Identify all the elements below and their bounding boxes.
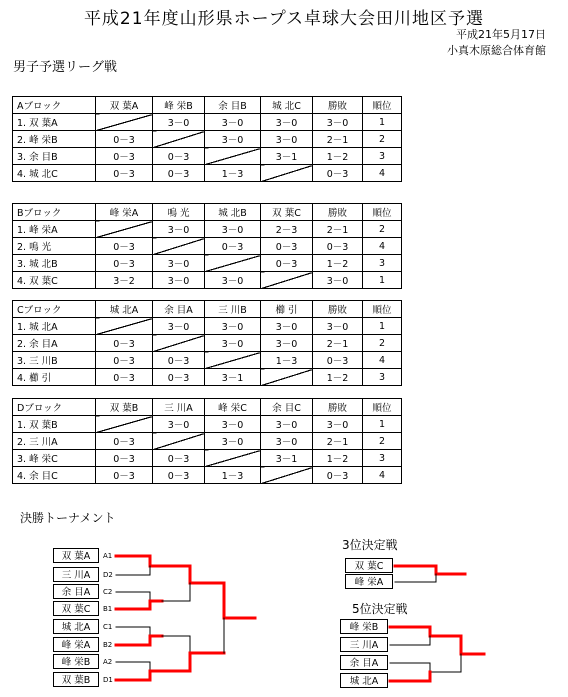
rank-cell: 3 <box>363 369 402 386</box>
rank-cell: 2 <box>363 433 402 450</box>
score-cell: 0－3 <box>96 131 153 148</box>
score-cell: 0－3 <box>96 165 153 182</box>
bracket-line-lose <box>116 566 150 575</box>
score-cell: 0－3 <box>261 238 313 255</box>
record-cell: 2－1 <box>313 433 363 450</box>
bracket-line-win <box>116 636 162 645</box>
bracket-entry: 余 目A <box>340 655 388 670</box>
team-name: 3. 三 川B <box>13 352 96 369</box>
col-header: 櫛 引 <box>261 301 313 318</box>
bracket-entry: 双 葉C <box>53 601 99 616</box>
bracket-line-lose <box>390 636 430 645</box>
col-header: 余 目C <box>261 399 313 416</box>
bracket-line-win <box>390 672 430 681</box>
team-name: 2. 鳴 光 <box>13 238 96 255</box>
col-header-record: 勝敗 <box>313 301 363 318</box>
record-cell: 2－1 <box>313 335 363 352</box>
block-name: Cブロック <box>13 301 96 318</box>
team-name: 1. 双 葉B <box>13 416 96 433</box>
score-cell: 0－3 <box>96 255 153 272</box>
team-name: 2. 峰 栄B <box>13 131 96 148</box>
score-cell: 0－3 <box>153 165 205 182</box>
score-cell: 0－3 <box>261 255 313 272</box>
record-cell: 3－0 <box>313 416 363 433</box>
score-cell: 0－3 <box>96 450 153 467</box>
score-cell: 0－3 <box>153 467 205 484</box>
score-cell: 3－0 <box>261 335 313 352</box>
score-cell: 1－3 <box>205 467 261 484</box>
record-cell: 1－2 <box>313 450 363 467</box>
score-cell: 3－0 <box>153 221 205 238</box>
score-cell: 1－3 <box>205 165 261 182</box>
team-name: 3. 余 目B <box>13 148 96 165</box>
score-cell: 3－0 <box>205 272 261 289</box>
team-name: 1. 城 北A <box>13 318 96 335</box>
score-cell: 2－3 <box>261 221 313 238</box>
col-header-rank: 順位 <box>363 301 402 318</box>
page-title: 平成21年度山形県ホープス卓球大会田川地区予選 <box>83 9 485 29</box>
rank-cell: 3 <box>363 148 402 165</box>
score-cell: 3－2 <box>96 272 153 289</box>
score-cell: 3－0 <box>205 114 261 131</box>
col-header-rank: 順位 <box>363 399 402 416</box>
seed-label: A1 <box>103 552 113 560</box>
col-header: 三 川B <box>205 301 261 318</box>
block-name: Dブロック <box>13 399 96 416</box>
score-cell: 0－3 <box>205 238 261 255</box>
record-cell: 0－3 <box>313 165 363 182</box>
score-cell: 3－0 <box>261 131 313 148</box>
col-header: 余 目B <box>205 97 261 114</box>
bracket-line-win <box>162 566 224 583</box>
bracket-line-lose <box>116 627 150 636</box>
rank-cell: 2 <box>363 131 402 148</box>
record-cell: 2－1 <box>313 131 363 148</box>
col-header: 双 葉A <box>96 97 153 114</box>
score-cell: 3－0 <box>153 318 205 335</box>
score-cell: 0－3 <box>96 433 153 450</box>
score-cell: 0－3 <box>96 467 153 484</box>
col-header: 三 川A <box>153 399 205 416</box>
score-cell: 3－1 <box>205 369 261 386</box>
bracket-line-win <box>395 566 465 574</box>
rank-cell: 2 <box>363 335 402 352</box>
record-cell: 0－3 <box>313 467 363 484</box>
bracket-line-win <box>162 653 224 671</box>
score-cell: 0－3 <box>153 369 205 386</box>
record-cell: 1－2 <box>313 148 363 165</box>
team-name: 1. 峰 栄A <box>13 221 96 238</box>
bracket-line-lose <box>162 583 190 601</box>
col-header-rank: 順位 <box>363 97 402 114</box>
col-header: 峰 栄A <box>96 204 153 221</box>
seed-label: B2 <box>103 641 113 649</box>
rank-cell: 3 <box>363 450 402 467</box>
score-cell: 0－3 <box>96 369 153 386</box>
team-name: 4. 城 北C <box>13 165 96 182</box>
record-cell: 1－2 <box>313 255 363 272</box>
col-header-record: 勝敗 <box>313 204 363 221</box>
league-subtitle: 男子予選リーグ戦 <box>13 60 118 75</box>
team-name: 3. 城 北B <box>13 255 96 272</box>
rank-cell: 4 <box>363 352 402 369</box>
bracket-line-win <box>461 636 484 654</box>
team-name: 2. 余 目A <box>13 335 96 352</box>
col-header-record: 勝敗 <box>313 97 363 114</box>
rank-cell: 1 <box>363 114 402 131</box>
bracket-entry: 城 北A <box>53 619 99 634</box>
team-name: 4. 余 目C <box>13 467 96 484</box>
bracket-entry: 双 葉C <box>345 558 393 573</box>
rank-cell: 1 <box>363 416 402 433</box>
final-tournament-title: 決勝トーナメント <box>20 511 116 525</box>
score-cell: 0－3 <box>153 352 205 369</box>
rank-cell: 4 <box>363 467 402 484</box>
bracket-line-win <box>390 627 461 636</box>
score-cell: 3－1 <box>261 148 313 165</box>
bracket-entry: 余 目A <box>53 584 99 599</box>
col-header-record: 勝敗 <box>313 399 363 416</box>
score-cell: 0－3 <box>96 335 153 352</box>
score-cell: 0－3 <box>96 352 153 369</box>
record-cell: 0－3 <box>313 238 363 255</box>
third-place-title: 3位決定戦 <box>342 538 398 552</box>
rank-cell: 4 <box>363 238 402 255</box>
rank-cell: 1 <box>363 318 402 335</box>
bracket-entry: 峰 栄B <box>340 619 388 634</box>
bracket-entry: 城 北A <box>340 673 388 688</box>
rank-cell: 2 <box>363 221 402 238</box>
col-header: 城 北B <box>205 204 261 221</box>
seed-label: C2 <box>103 588 113 596</box>
bracket-line-win <box>116 556 162 566</box>
record-cell: 3－0 <box>313 272 363 289</box>
score-cell: 3－0 <box>153 255 205 272</box>
score-cell: 3－0 <box>261 433 313 450</box>
record-cell: 1－2 <box>313 369 363 386</box>
score-cell: 0－3 <box>153 148 205 165</box>
bracket-line-win <box>116 601 162 609</box>
seed-label: D1 <box>103 676 113 684</box>
score-cell: 3－0 <box>205 416 261 433</box>
team-name: 4. 櫛 引 <box>13 369 96 386</box>
score-cell: 3－0 <box>261 318 313 335</box>
block-name: Bブロック <box>13 204 96 221</box>
bracket-entry: 三 川A <box>340 637 388 652</box>
score-cell: 0－3 <box>96 148 153 165</box>
score-cell: 3－0 <box>205 335 261 352</box>
score-cell: 1－3 <box>261 352 313 369</box>
event-venue: 小真木原総合体育館 <box>447 44 546 57</box>
col-header: 双 葉C <box>261 204 313 221</box>
block-name: Aブロック <box>13 97 96 114</box>
team-name: 2. 三 川A <box>13 433 96 450</box>
col-header: 双 葉B <box>96 399 153 416</box>
score-cell: 3－0 <box>153 114 205 131</box>
bracket-entry: 双 葉A <box>53 548 99 563</box>
col-header: 余 目A <box>153 301 205 318</box>
bracket-entry: 峰 栄A <box>345 574 393 589</box>
seed-label: C1 <box>103 623 113 631</box>
score-cell: 3－0 <box>261 416 313 433</box>
fifth-place-title: 5位決定戦 <box>352 602 408 616</box>
bracket-entry: 峰 栄A <box>53 637 99 652</box>
score-cell: 0－3 <box>153 450 205 467</box>
bracket-line-lose <box>162 636 190 653</box>
score-cell: 3－0 <box>153 416 205 433</box>
score-cell: 3－0 <box>205 433 261 450</box>
record-cell: 2－1 <box>313 221 363 238</box>
score-cell: 0－3 <box>96 238 153 255</box>
bracket-line-win <box>116 671 162 680</box>
bracket-line-lose <box>116 662 150 671</box>
col-header-rank: 順位 <box>363 204 402 221</box>
seed-label: A2 <box>103 658 113 666</box>
col-header: 峰 栄C <box>205 399 261 416</box>
bracket-line-win <box>224 583 255 618</box>
seed-label: B1 <box>103 605 113 613</box>
rank-cell: 3 <box>363 255 402 272</box>
col-header: 城 北C <box>261 97 313 114</box>
col-header: 鳴 光 <box>153 204 205 221</box>
col-header: 峰 栄B <box>153 97 205 114</box>
team-name: 4. 双 葉C <box>13 272 96 289</box>
score-cell: 3－0 <box>205 318 261 335</box>
record-cell: 0－3 <box>313 352 363 369</box>
seed-label: D2 <box>103 571 113 579</box>
record-cell: 3－0 <box>313 318 363 335</box>
event-date: 平成21年5月17日 <box>456 28 546 41</box>
team-name: 3. 峰 栄C <box>13 450 96 467</box>
bracket-entry: 双 葉B <box>53 672 99 687</box>
col-header: 城 北A <box>96 301 153 318</box>
rank-cell: 4 <box>363 165 402 182</box>
bracket-entry: 三 川A <box>53 567 99 582</box>
record-cell: 3－0 <box>313 114 363 131</box>
bracket-line-lose <box>395 574 436 582</box>
bracket-line-lose <box>116 592 150 601</box>
bracket-entry: 峰 栄B <box>53 654 99 669</box>
score-cell: 3－0 <box>205 131 261 148</box>
rank-cell: 1 <box>363 272 402 289</box>
score-cell: 3－0 <box>205 221 261 238</box>
score-cell: 3－1 <box>261 450 313 467</box>
team-name: 1. 双 葉A <box>13 114 96 131</box>
bracket-line-lose <box>390 663 461 672</box>
score-cell: 3－0 <box>261 114 313 131</box>
score-cell: 3－0 <box>153 272 205 289</box>
